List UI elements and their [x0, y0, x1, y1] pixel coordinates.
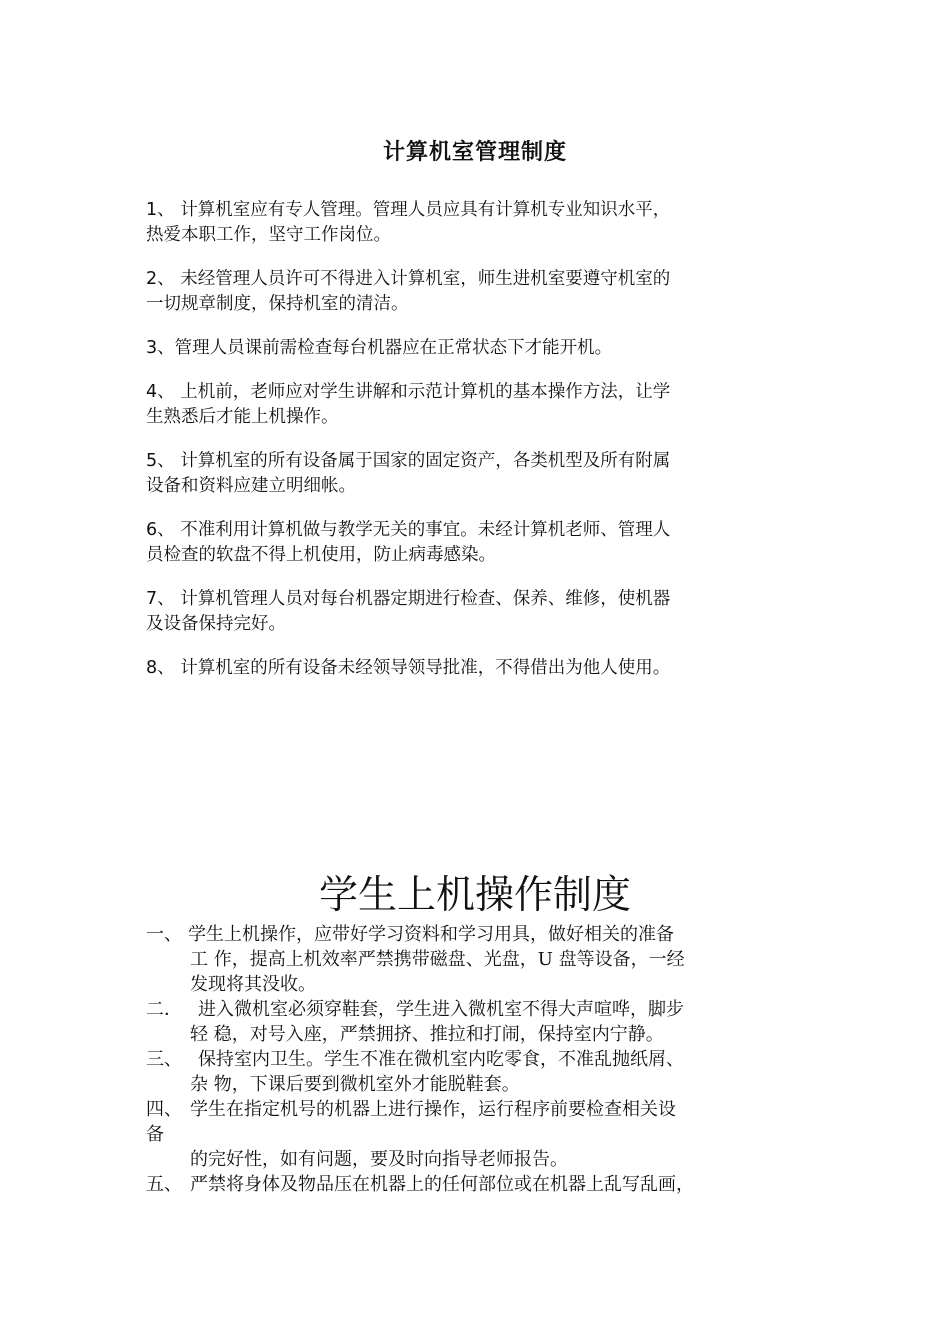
rule-item — [146, 997, 818, 1047]
document-title: 计算机室管理制度 — [382, 140, 567, 165]
rule-item — [146, 518, 806, 568]
rule-line: 2、 未经管理人员许可不得进入计算机室，师生进机室要遵守机室的 — [146, 269, 671, 289]
rule-line: 一切规章制度，保持机室的清洁。 — [146, 294, 409, 314]
rule-item — [146, 380, 806, 430]
rule-number: 一、 — [146, 924, 182, 945]
rule-line: 员检查的软盘不得上机使用，防止病毒感染。 — [146, 545, 496, 565]
rule-item — [146, 922, 818, 997]
rule-line: 5、 计算机室的所有设备属于国家的固定资产，各类机型及所有附属 — [146, 451, 671, 471]
rule-line: 7、 计算机管理人员对每台机器定期进行检查、保养、维修，使机器 — [146, 589, 671, 609]
rule-line: 严禁将身体及物品压在机器上的任何部位或在机器上乱写乱画， — [190, 1174, 694, 1195]
rule-item — [146, 267, 806, 317]
rule-line: 生熟悉后才能上机操作。 — [146, 407, 339, 427]
rule-line: 发现将其没收。 — [190, 974, 316, 995]
rule-line: 4、 上机前，老师应对学生讲解和示范计算机的基本操作方法，让学 — [146, 382, 671, 402]
rule-line: 进入微机室必须穿鞋套，学生进入微机室不得大声喧哗，脚步 — [198, 999, 684, 1020]
rule-item — [146, 198, 806, 248]
rule-line: 备 — [146, 1124, 164, 1145]
rule-item — [146, 587, 806, 637]
rule-number: 五、 — [146, 1174, 182, 1195]
rule-line: 杂 物，下课后要到微机室外才能脱鞋套。 — [190, 1074, 520, 1095]
rule-item — [146, 1172, 818, 1197]
rule-line: 学生在指定机号的机器上进行操作，运行程序前要检查相关设 — [190, 1099, 676, 1120]
rule-line: 8、 计算机室的所有设备未经领导领导批准，不得借出为他人使用。 — [146, 658, 671, 678]
rule-line: 3、管理人员课前需检查每台机器应在正常状态下才能开机。 — [146, 338, 613, 358]
rule-item — [146, 336, 806, 361]
rule-line: 学生上机操作，应带好学习资料和学习用具，做好相关的准备 — [188, 924, 674, 945]
rule-line: 设备和资料应建立明细帐。 — [146, 476, 356, 496]
management-rules-list — [146, 198, 806, 700]
rule-item — [146, 656, 806, 681]
rule-number: 四、 — [146, 1099, 182, 1120]
rule-number: 二． — [146, 999, 182, 1020]
rule-line: 的完好性，如有问题，要及时向指导老师报告。 — [190, 1149, 568, 1170]
rule-line: 热爱本职工作，坚守工作岗位。 — [146, 225, 391, 245]
rule-line: 保持室内卫生。学生不准在微机室内吃零食，不准乱抛纸屑、 — [198, 1049, 684, 1070]
rule-line: 6、 不准利用计算机做与教学无关的事宜。未经计算机老师、管理人 — [146, 520, 671, 540]
rule-number: 三、 — [146, 1049, 182, 1070]
section-title: 学生上机操作制度 — [318, 873, 631, 918]
rule-line: 及设备保持完好。 — [146, 614, 286, 634]
operation-rules-list — [146, 922, 818, 1197]
rule-line: 1、 计算机室应有专人管理。管理人员应具有计算机专业知识水平， — [146, 200, 671, 220]
rule-line: 工 作，提高上机效率严禁携带磁盘、光盘，U 盘等设备，一经 — [190, 949, 685, 970]
rule-line: 轻 稳，对号入座，严禁拥挤、推拉和打闹，保持室内宁静。 — [190, 1024, 664, 1045]
rule-item — [146, 449, 806, 499]
rule-item — [146, 1097, 818, 1172]
rule-item — [146, 1047, 818, 1097]
